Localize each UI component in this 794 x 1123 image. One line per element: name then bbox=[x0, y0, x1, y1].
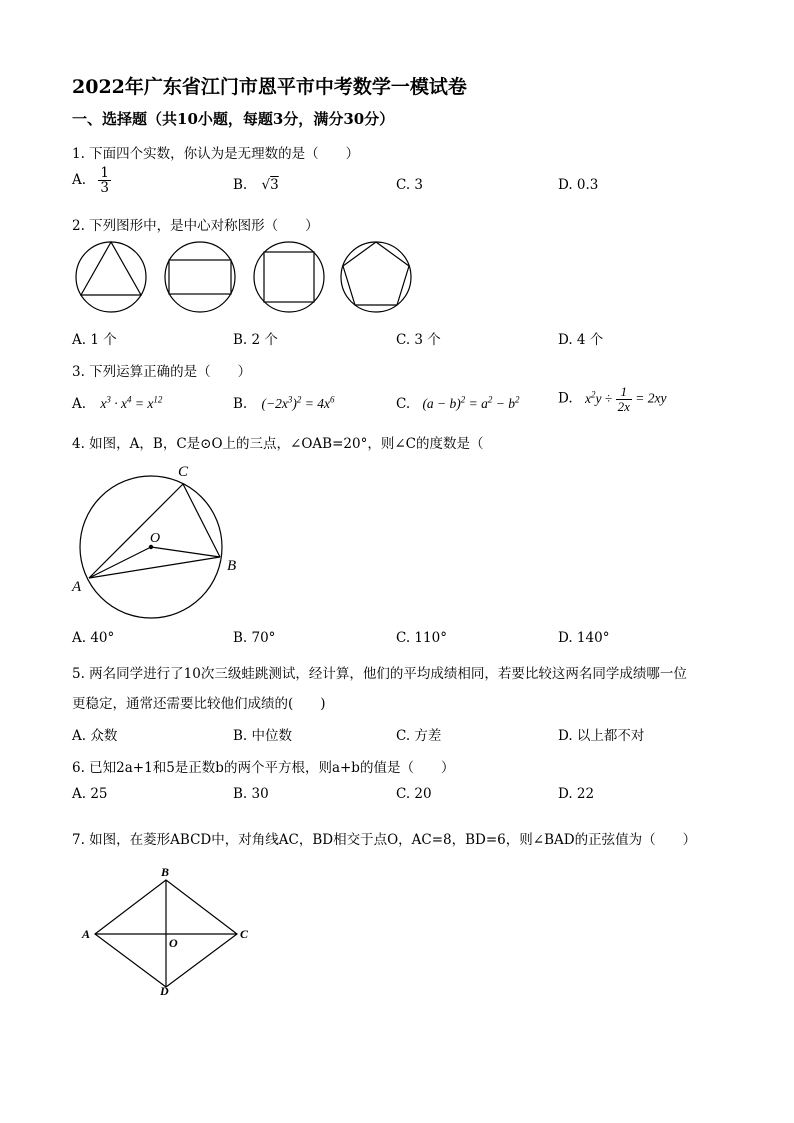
q5-option-c: C. 方差 bbox=[396, 728, 442, 744]
question-2-stem: 2. 下列图形中，是中心对称图形（ ） bbox=[72, 218, 319, 234]
option-label: B. bbox=[233, 177, 248, 193]
chord-ac bbox=[89, 484, 183, 578]
q2-shapes-figure bbox=[72, 240, 417, 316]
question-5-stem-line2: 更稳定，通常还需要比较他们成绩的( ) bbox=[72, 696, 326, 712]
q1-option-d: D. 0.3 bbox=[558, 177, 599, 193]
label-c: C bbox=[240, 927, 249, 941]
circle-square-figure bbox=[254, 242, 324, 312]
q3-option-b: B. $(-2x^3)^2 = 4x^6$ bbox=[233, 394, 335, 412]
circle-pentagon-figure bbox=[341, 242, 411, 312]
q1-option-c: C. 3 bbox=[396, 177, 424, 193]
q4-circle-figure bbox=[70, 460, 250, 630]
question-4-stem: 4. 如图，A，B，C是⊙O上的三点，∠OAB=20°，则∠C的度数是（ bbox=[72, 436, 484, 452]
q1-option-a bbox=[72, 166, 111, 195]
option-label: A. bbox=[72, 172, 87, 189]
q4-option-d: D. 140° bbox=[558, 630, 610, 646]
q2-option-b: B. 2 个 bbox=[233, 332, 278, 348]
radicand: 3 bbox=[270, 177, 279, 193]
q5-option-a: A. 众数 bbox=[72, 728, 118, 744]
question-5-stem-line1: 5. 两名同学进行了10次三级蛙跳测试，经计算，他们的平均成绩相同，若要比较这两名同学成绩哪一位 bbox=[72, 666, 687, 682]
fraction bbox=[98, 166, 111, 195]
option-label: B. bbox=[233, 396, 248, 412]
question-3-stem: 3. 下列运算正确的是（ ） bbox=[72, 364, 252, 380]
q6-option-b: B. 30 bbox=[233, 786, 269, 802]
q6-option-d: D. 22 bbox=[558, 786, 595, 802]
q3-option-a: A. $x^3 \cdot x^4 = x^{12}$ bbox=[72, 394, 163, 412]
label-o: O bbox=[169, 936, 178, 950]
fraction-numerator: 1 bbox=[100, 165, 109, 181]
question-7-stem: 7. 如图，在菱形ABCD中，对角线AC，BD相交于点O，AC=8，BD=6，则∠BAD的正弦值为（ ） bbox=[72, 832, 697, 848]
q4-option-c: C. 110° bbox=[396, 630, 447, 646]
q5-option-b: B. 中位数 bbox=[233, 728, 293, 744]
question-1-stem: 1. 下面四个实数，你认为是无理数的是（ ） bbox=[72, 146, 360, 162]
q6-option-c: C. 20 bbox=[396, 786, 432, 802]
q3-option-c: C. $(a - b)^2 = a^2 - b^2$ bbox=[396, 394, 520, 412]
q2-option-d: D. 4 个 bbox=[558, 332, 604, 348]
label-a: A bbox=[72, 579, 82, 595]
chord-bc bbox=[183, 484, 220, 557]
fraction-denominator: 3 bbox=[100, 180, 109, 197]
q3-option-d: D. $x^2y$ ÷ $\frac{1}{2x}$ = 2xy bbox=[558, 384, 667, 414]
chord-ab bbox=[89, 557, 220, 578]
label-d: D bbox=[160, 984, 169, 998]
circle-triangle-figure bbox=[76, 242, 146, 312]
q7-rhombus-figure bbox=[72, 866, 262, 1001]
q4-option-a: A. 40° bbox=[72, 630, 115, 646]
q6-option-a: A. 25 bbox=[72, 786, 108, 802]
label-c: C bbox=[178, 464, 189, 480]
q2-option-c: C. 3 个 bbox=[396, 332, 441, 348]
section-heading: 一、选择题（共10小题，每题3分，满分30分） bbox=[72, 110, 395, 128]
option-label: A. bbox=[72, 396, 87, 412]
label-o: O bbox=[150, 531, 161, 546]
label-b: B bbox=[227, 558, 237, 574]
q1-option-b: B. √3 bbox=[233, 177, 279, 193]
q4-option-b: B. 70° bbox=[233, 630, 276, 646]
page-title: 2022年广东省江门市恩平市中考数学一模试卷 bbox=[72, 76, 467, 98]
q5-option-d: D. 以上都不对 bbox=[558, 728, 645, 744]
option-label: C. bbox=[396, 396, 411, 412]
circle-rectangle-figure bbox=[165, 242, 235, 312]
label-a: A bbox=[82, 927, 91, 941]
question-6-stem: 6. 已知2a+1和5是正数b的两个平方根，则a+b的值是（ ） bbox=[72, 760, 455, 776]
option-label: D. bbox=[558, 390, 573, 407]
label-b: B bbox=[161, 866, 170, 879]
q2-option-a: A. 1 个 bbox=[72, 332, 117, 348]
radius-ob bbox=[151, 547, 220, 557]
